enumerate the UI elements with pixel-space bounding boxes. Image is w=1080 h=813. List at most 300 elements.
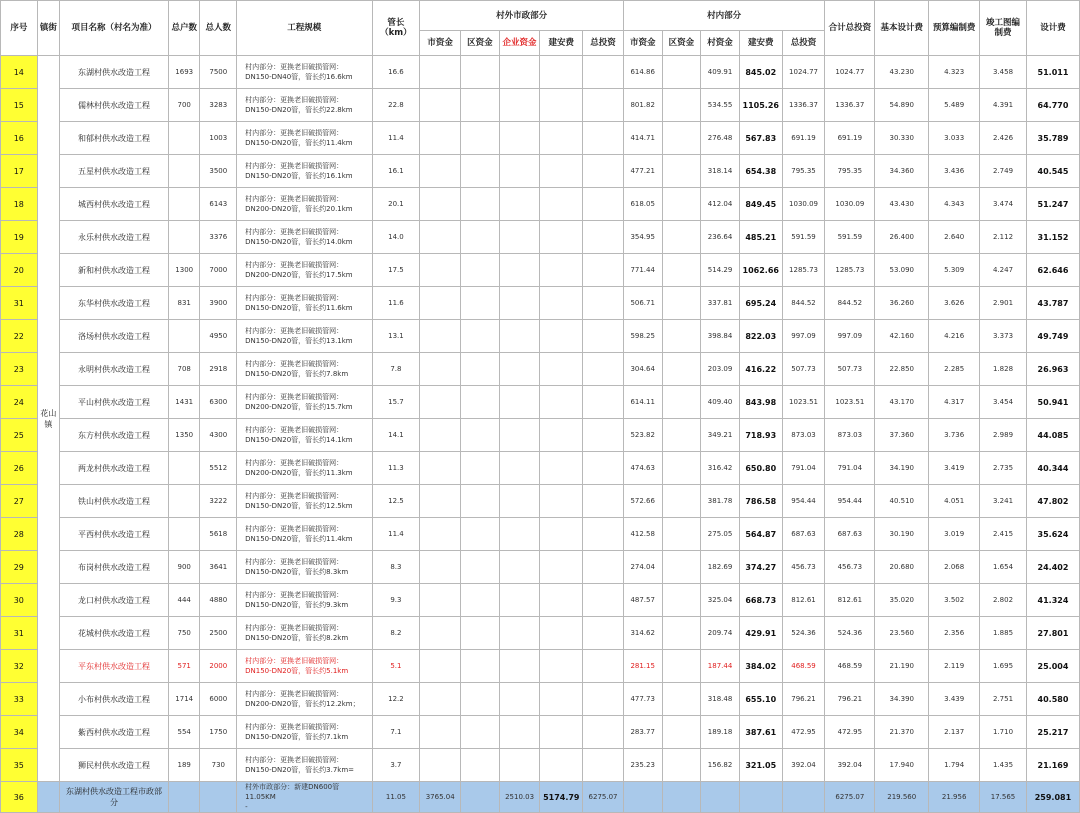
inner-village-fund: 236.64 — [701, 221, 740, 254]
inner-city-fund: 487.57 — [623, 584, 662, 617]
row-index: 16 — [1, 122, 38, 155]
budget-fee: 3.439 — [929, 683, 980, 716]
design-fee: 26.963 — [1026, 353, 1079, 386]
pipe-length: 7.1 — [372, 716, 420, 749]
households — [168, 485, 200, 518]
inner-district-fund — [662, 353, 701, 386]
pipe-length: 17.5 — [372, 254, 420, 287]
outer-construction-cost — [540, 551, 583, 584]
outer-total-invest — [583, 188, 624, 221]
inner-village-fund: 514.29 — [701, 254, 740, 287]
scale-line-2: DN150-DN20管，管长约11.4km — [245, 139, 353, 147]
outer-total-invest — [583, 650, 624, 683]
pipe-length: 14.0 — [372, 221, 420, 254]
outer-construction-cost — [540, 320, 583, 353]
scale-line-2: - — [245, 803, 248, 811]
inner-village-fund: 325.04 — [701, 584, 740, 617]
basic-design-fee: 35.020 — [875, 584, 929, 617]
outer-district-fund — [461, 56, 500, 89]
pipe-length: 7.8 — [372, 353, 420, 386]
project-name: 狮民村供水改造工程 — [60, 749, 169, 782]
basic-design-fee: 17.940 — [875, 749, 929, 782]
table-row — [1, 386, 1080, 419]
col-budget: 预算编制费 — [929, 1, 980, 56]
inner-construction-cost: 843.98 — [739, 386, 782, 419]
scale-line-1: 村内部分：更换老旧破损管网： — [245, 162, 344, 170]
inner-construction-cost: 564.87 — [739, 518, 782, 551]
inner-village-fund: 398.84 — [701, 320, 740, 353]
inner-city-fund: 614.11 — [623, 386, 662, 419]
outer-construction-cost — [540, 254, 583, 287]
scale-line-2: DN150-DN20管，管长约22.8km — [245, 106, 353, 114]
total-row — [1, 782, 1080, 813]
inner-total-invest: 392.04 — [782, 749, 825, 782]
row-index: 23 — [1, 353, 38, 386]
basic-design-fee: 34.390 — [875, 683, 929, 716]
table-row — [1, 320, 1080, 353]
col-inner-total: 总投资 — [782, 31, 825, 56]
project-name: 两龙村供水改造工程 — [60, 452, 169, 485]
row-index: 18 — [1, 188, 38, 221]
households: 708 — [168, 353, 200, 386]
outer-city-fund — [420, 419, 461, 452]
outer-city-fund — [420, 122, 461, 155]
group-outer: 村外市政部分 — [420, 1, 624, 31]
row-index: 29 — [1, 551, 38, 584]
project-scale — [237, 683, 372, 716]
project-name: 城西村供水改造工程 — [60, 188, 169, 221]
outer-construction-cost: 5174.79 — [540, 782, 583, 813]
scale-line-1: 村内部分：更换老旧破损管网： — [245, 261, 344, 269]
budget-fee: 5.489 — [929, 89, 980, 122]
outer-total-invest — [583, 155, 624, 188]
asbuilt-fee: 2.751 — [980, 683, 1027, 716]
project-scale — [237, 419, 372, 452]
outer-district-fund — [461, 221, 500, 254]
table-row — [1, 155, 1080, 188]
population: 2500 — [200, 617, 237, 650]
inner-total-invest: 591.59 — [782, 221, 825, 254]
design-fee: 51.247 — [1026, 188, 1079, 221]
asbuilt-fee: 3.241 — [980, 485, 1027, 518]
population: 6143 — [200, 188, 237, 221]
pipe-length: 11.6 — [372, 287, 420, 320]
col-inner-construction: 建安费 — [739, 31, 782, 56]
table-row — [1, 749, 1080, 782]
table-row — [1, 221, 1080, 254]
asbuilt-fee: 4.247 — [980, 254, 1027, 287]
outer-enterprise-fund — [499, 188, 540, 221]
scale-line-2: DN200-DN20管，管长约11.3km — [245, 469, 353, 477]
col-index: 序号 — [1, 1, 38, 56]
population: 4880 — [200, 584, 237, 617]
outer-total-invest — [583, 551, 624, 584]
row-index: 30 — [1, 584, 38, 617]
outer-city-fund — [420, 353, 461, 386]
inner-construction-cost: 718.93 — [739, 419, 782, 452]
outer-construction-cost — [540, 89, 583, 122]
outer-city-fund — [420, 584, 461, 617]
households: 831 — [168, 287, 200, 320]
total-investment: 1336.37 — [825, 89, 875, 122]
inner-city-fund: 477.73 — [623, 683, 662, 716]
outer-district-fund — [461, 122, 500, 155]
inner-city-fund: 477.21 — [623, 155, 662, 188]
design-fee: 41.324 — [1026, 584, 1079, 617]
population: 3500 — [200, 155, 237, 188]
total-investment: 873.03 — [825, 419, 875, 452]
design-fee: 35.789 — [1026, 122, 1079, 155]
outer-enterprise-fund — [499, 56, 540, 89]
households: 189 — [168, 749, 200, 782]
outer-enterprise-fund — [499, 221, 540, 254]
project-scale — [237, 749, 372, 782]
row-index: 26 — [1, 452, 38, 485]
budget-fee: 2.119 — [929, 650, 980, 683]
table-row — [1, 89, 1080, 122]
scale-line-2: DN150-DN40管，管长约16.6km — [245, 73, 353, 81]
pipe-length: 14.1 — [372, 419, 420, 452]
outer-total-invest — [583, 56, 624, 89]
population: 5512 — [200, 452, 237, 485]
scale-line-2: DN200-DN20管，管长约20.1km — [245, 205, 353, 213]
project-scale — [237, 122, 372, 155]
inner-city-fund: 314.62 — [623, 617, 662, 650]
outer-district-fund — [461, 254, 500, 287]
population: 3283 — [200, 89, 237, 122]
outer-construction-cost — [540, 188, 583, 221]
row-index: 15 — [1, 89, 38, 122]
outer-city-fund — [420, 386, 461, 419]
asbuilt-fee: 1.710 — [980, 716, 1027, 749]
project-scale — [237, 254, 372, 287]
inner-total-invest: 954.44 — [782, 485, 825, 518]
outer-enterprise-fund — [499, 650, 540, 683]
total-investment: 468.59 — [825, 650, 875, 683]
inner-construction-cost: 374.27 — [739, 551, 782, 584]
inner-village-fund: 534.55 — [701, 89, 740, 122]
outer-district-fund — [461, 749, 500, 782]
households: 1714 — [168, 683, 200, 716]
project-name: 儒林村供水改造工程 — [60, 89, 169, 122]
pipe-length: 15.7 — [372, 386, 420, 419]
inner-total-invest: 1336.37 — [782, 89, 825, 122]
pipe-length: 11.4 — [372, 122, 420, 155]
project-name: 五星村供水改造工程 — [60, 155, 169, 188]
budget-fee: 3.626 — [929, 287, 980, 320]
table-row — [1, 122, 1080, 155]
budget-fee: 3.502 — [929, 584, 980, 617]
project-scale — [237, 551, 372, 584]
scale-line-2: DN150-DN20管，管长约3.7km= — [245, 766, 355, 774]
outer-enterprise-fund: 2510.03 — [499, 782, 540, 813]
households: 700 — [168, 89, 200, 122]
table-row — [1, 551, 1080, 584]
outer-district-fund — [461, 518, 500, 551]
population: 3900 — [200, 287, 237, 320]
pipe-length: 5.1 — [372, 650, 420, 683]
households — [168, 782, 200, 813]
col-design-fee: 设计费 — [1026, 1, 1079, 56]
inner-total-invest: 1030.09 — [782, 188, 825, 221]
inner-city-fund: 801.82 — [623, 89, 662, 122]
inner-city-fund: 614.86 — [623, 56, 662, 89]
table-row — [1, 716, 1080, 749]
inner-village-fund: 412.04 — [701, 188, 740, 221]
pipe-length: 16.1 — [372, 155, 420, 188]
outer-total-invest: 6275.07 — [583, 782, 624, 813]
inner-district-fund — [662, 89, 701, 122]
pipe-length: 22.8 — [372, 89, 420, 122]
inner-total-invest: 524.36 — [782, 617, 825, 650]
design-fee: 51.011 — [1026, 56, 1079, 89]
inner-district-fund — [662, 782, 701, 813]
total-investment: 524.36 — [825, 617, 875, 650]
inner-total-invest: 796.21 — [782, 683, 825, 716]
project-name: 平西村供水改造工程 — [60, 518, 169, 551]
design-fee: 259.081 — [1026, 782, 1079, 813]
inner-village-fund: 156.82 — [701, 749, 740, 782]
inner-district-fund — [662, 518, 701, 551]
total-investment: 472.95 — [825, 716, 875, 749]
scale-line-1: 村内部分：更换老旧破损管网： — [245, 63, 344, 71]
basic-design-fee: 54.890 — [875, 89, 929, 122]
outer-total-invest — [583, 89, 624, 122]
project-name: 和郁村供水改造工程 — [60, 122, 169, 155]
households: 1693 — [168, 56, 200, 89]
asbuilt-fee: 2.749 — [980, 155, 1027, 188]
col-scale: 工程规模 — [237, 1, 372, 56]
inner-total-invest: 456.73 — [782, 551, 825, 584]
total-investment: 456.73 — [825, 551, 875, 584]
inner-total-invest: 795.35 — [782, 155, 825, 188]
inner-construction-cost: 1105.26 — [739, 89, 782, 122]
basic-design-fee: 43.170 — [875, 386, 929, 419]
inner-district-fund — [662, 56, 701, 89]
project-name: 小布村供水改造工程 — [60, 683, 169, 716]
budget-fee: 21.956 — [929, 782, 980, 813]
row-index: 24 — [1, 386, 38, 419]
budget-fee: 2.356 — [929, 617, 980, 650]
row-index: 27 — [1, 485, 38, 518]
outer-city-fund: 3765.04 — [420, 782, 461, 813]
outer-district-fund — [461, 683, 500, 716]
inner-district-fund — [662, 386, 701, 419]
households — [168, 155, 200, 188]
inner-district-fund — [662, 287, 701, 320]
inner-total-invest: 997.09 — [782, 320, 825, 353]
population: 6000 — [200, 683, 237, 716]
scale-line-2: DN150-DN20管，管长约11.6km — [245, 304, 353, 312]
project-name: 东方村供水改造工程 — [60, 419, 169, 452]
inner-district-fund — [662, 617, 701, 650]
households: 1300 — [168, 254, 200, 287]
inner-district-fund — [662, 551, 701, 584]
row-index: 36 — [1, 782, 38, 813]
inner-total-invest: 873.03 — [782, 419, 825, 452]
inner-district-fund — [662, 155, 701, 188]
project-name: 东华村供水改造工程 — [60, 287, 169, 320]
outer-total-invest — [583, 683, 624, 716]
outer-total-invest — [583, 716, 624, 749]
basic-design-fee: 34.190 — [875, 452, 929, 485]
town-cell-empty — [37, 782, 59, 813]
budget-fee: 4.216 — [929, 320, 980, 353]
table-row — [1, 56, 1080, 89]
table-row — [1, 683, 1080, 716]
budget-fee: 4.317 — [929, 386, 980, 419]
outer-district-fund — [461, 650, 500, 683]
asbuilt-fee: 2.112 — [980, 221, 1027, 254]
households: 1350 — [168, 419, 200, 452]
scale-line-2: DN200-DN20管，管长约17.5km — [245, 271, 353, 279]
population: 7500 — [200, 56, 237, 89]
total-investment: 507.73 — [825, 353, 875, 386]
outer-enterprise-fund — [499, 386, 540, 419]
project-scale — [237, 221, 372, 254]
outer-district-fund — [461, 617, 500, 650]
households — [168, 518, 200, 551]
design-fee: 44.085 — [1026, 419, 1079, 452]
design-fee: 40.344 — [1026, 452, 1079, 485]
scale-line-1: 村内部分：更换老旧破损管网： — [245, 393, 344, 401]
row-index: 32 — [1, 650, 38, 683]
outer-district-fund — [461, 782, 500, 813]
inner-city-fund: 506.71 — [623, 287, 662, 320]
project-name: 龙口村供水改造工程 — [60, 584, 169, 617]
design-fee: 43.787 — [1026, 287, 1079, 320]
basic-design-fee: 30.190 — [875, 518, 929, 551]
project-name: 东湖村供水改造工程市政部分 — [60, 782, 169, 813]
inner-village-fund: 276.48 — [701, 122, 740, 155]
project-scale — [237, 716, 372, 749]
outer-total-invest — [583, 353, 624, 386]
outer-construction-cost — [540, 584, 583, 617]
budget-fee: 2.285 — [929, 353, 980, 386]
col-outer-construction: 建安费 — [540, 31, 583, 56]
outer-district-fund — [461, 716, 500, 749]
budget-fee: 3.019 — [929, 518, 980, 551]
inner-city-fund: 274.04 — [623, 551, 662, 584]
total-investment: 844.52 — [825, 287, 875, 320]
total-investment: 1285.73 — [825, 254, 875, 287]
outer-construction-cost — [540, 749, 583, 782]
scale-line-2: DN150-DN20管，管长约7.1km — [245, 733, 349, 741]
outer-district-fund — [461, 551, 500, 584]
table-body — [1, 56, 1080, 813]
population: 4300 — [200, 419, 237, 452]
scale-line-1: 村内部分：更换老旧破损管网： — [245, 525, 344, 533]
project-scale — [237, 452, 372, 485]
inner-total-invest: 844.52 — [782, 287, 825, 320]
inner-village-fund: 209.74 — [701, 617, 740, 650]
asbuilt-fee: 2.901 — [980, 287, 1027, 320]
inner-district-fund — [662, 254, 701, 287]
scale-line-2: DN150-DN20管，管长约12.5km — [245, 502, 353, 510]
budget-fee: 3.033 — [929, 122, 980, 155]
design-fee: 50.941 — [1026, 386, 1079, 419]
outer-construction-cost — [540, 485, 583, 518]
outer-city-fund — [420, 650, 461, 683]
inner-village-fund: 409.91 — [701, 56, 740, 89]
outer-enterprise-fund — [499, 287, 540, 320]
outer-construction-cost — [540, 452, 583, 485]
outer-construction-cost — [540, 518, 583, 551]
project-scale — [237, 287, 372, 320]
outer-enterprise-fund — [499, 551, 540, 584]
basic-design-fee: 21.190 — [875, 650, 929, 683]
population: 3641 — [200, 551, 237, 584]
col-pipe-length: 管长（km） — [372, 1, 420, 56]
scale-line-2: DN200-DN20管，管长约15.7km — [245, 403, 353, 411]
population — [200, 782, 237, 813]
households: 1431 — [168, 386, 200, 419]
basic-design-fee: 40.510 — [875, 485, 929, 518]
inner-city-fund: 235.23 — [623, 749, 662, 782]
project-name: 铁山村供水改造工程 — [60, 485, 169, 518]
inner-construction-cost: 655.10 — [739, 683, 782, 716]
inner-city-fund: 414.71 — [623, 122, 662, 155]
asbuilt-fee: 3.373 — [980, 320, 1027, 353]
outer-enterprise-fund — [499, 155, 540, 188]
population: 3222 — [200, 485, 237, 518]
total-investment: 791.04 — [825, 452, 875, 485]
outer-city-fund — [420, 320, 461, 353]
inner-village-fund: 318.14 — [701, 155, 740, 188]
basic-design-fee: 43.230 — [875, 56, 929, 89]
inner-city-fund: 283.77 — [623, 716, 662, 749]
row-index: 35 — [1, 749, 38, 782]
outer-city-fund — [420, 221, 461, 254]
inner-construction-cost: 1062.66 — [739, 254, 782, 287]
population: 5618 — [200, 518, 237, 551]
asbuilt-fee: 2.426 — [980, 122, 1027, 155]
design-fee: 21.169 — [1026, 749, 1079, 782]
outer-construction-cost — [540, 287, 583, 320]
outer-city-fund — [420, 56, 461, 89]
basic-design-fee: 23.560 — [875, 617, 929, 650]
inner-construction-cost: 849.45 — [739, 188, 782, 221]
project-name: 布岗村供水改造工程 — [60, 551, 169, 584]
project-scale — [237, 320, 372, 353]
inner-city-fund: 618.05 — [623, 188, 662, 221]
project-scale — [237, 584, 372, 617]
project-name: 永明村供水改造工程 — [60, 353, 169, 386]
outer-total-invest — [583, 386, 624, 419]
inner-city-fund: 771.44 — [623, 254, 662, 287]
outer-district-fund — [461, 287, 500, 320]
row-index: 20 — [1, 254, 38, 287]
project-scale — [237, 485, 372, 518]
outer-construction-cost — [540, 56, 583, 89]
scale-line-1: 村内部分：更换老旧破损管网： — [245, 690, 344, 698]
basic-design-fee: 34.360 — [875, 155, 929, 188]
inner-village-fund: 187.44 — [701, 650, 740, 683]
scale-line-2: DN150-DN20管，管长约9.3km — [245, 601, 349, 609]
households: 554 — [168, 716, 200, 749]
project-name: 东湖村供水改造工程 — [60, 56, 169, 89]
row-index: 19 — [1, 221, 38, 254]
table-row — [1, 518, 1080, 551]
inner-village-fund: 337.81 — [701, 287, 740, 320]
outer-total-invest — [583, 485, 624, 518]
scale-line-1: 村内部分：更换老旧破损管网： — [245, 624, 344, 632]
budget-fee: 4.343 — [929, 188, 980, 221]
outer-construction-cost — [540, 419, 583, 452]
inner-total-invest: 472.95 — [782, 716, 825, 749]
table-row — [1, 287, 1080, 320]
scale-line-1: 村内部分：更换老旧破损管网： — [245, 195, 344, 203]
